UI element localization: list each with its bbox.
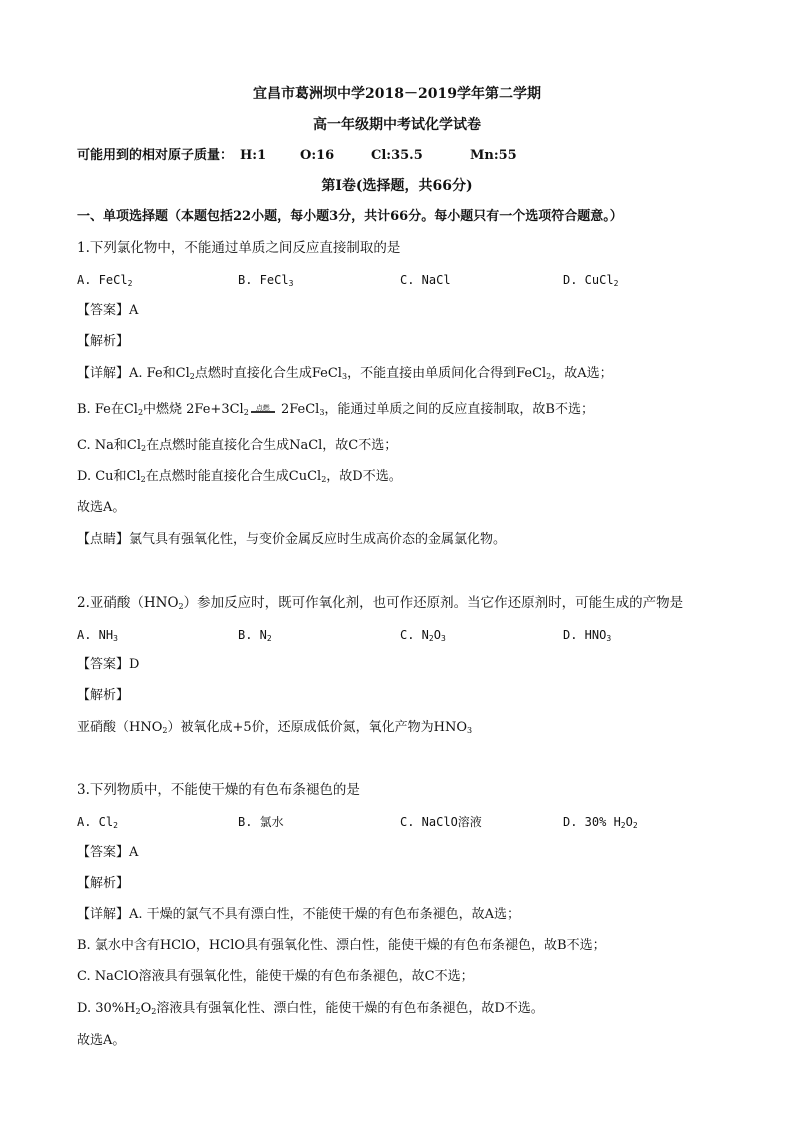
atomic-mass-mn: Mn:55: [470, 148, 517, 163]
q3-detail-c: C. NaClO溶液具有强氧化性，能使干燥的有色布条褪色，故C不选；: [77, 969, 474, 984]
atomic-mass-h: H:1: [240, 148, 267, 163]
question-3-stem: 3.下列物质中，不能使干燥的有色布条褪色的是: [77, 782, 360, 798]
q3-detail-a: 【详解】A. 干燥的氯气不具有漂白性，不能使干燥的有色布条褪色，故A选；: [77, 907, 521, 922]
atomic-mass-label: 可能用到的相对原子质量：: [77, 148, 234, 163]
q1-detail-a: 【详解】A. Fe和$Cl_2$点燃时直接化合生成FeCl$_3$，不能直接由单质间化合得到FeCl$_2$，故A选；: [77, 366, 613, 381]
q2-option-a: A. $NH_3$: [77, 628, 118, 643]
q3-detail-b: B. 氯水中含有HClO，HClO具有强氧化性、漂白性，能使干燥的有色布条褪色，故B不选；: [77, 938, 606, 953]
q1-answer: 【答案】A: [77, 303, 139, 318]
exam-subtitle: 高一年级期中考试化学试卷: [313, 117, 481, 133]
q3-analysis-label: 【解析】: [77, 876, 130, 891]
q1-option-d: D. CuCl$_2$: [563, 273, 619, 288]
atomic-mass-line: [77, 147, 233, 165]
q2-detail: 亚硝酸$(HNO_2)$被氧化成+5价，还原成低价氮，氧化产物为$HNO_3$: [77, 720, 473, 735]
q1-option-a: A. FeCl$_2$: [77, 273, 133, 288]
q2-answer: 【答案】D: [77, 657, 140, 672]
atomic-mass-o: O:16: [300, 148, 335, 163]
question-1-stem: 1.下列氯化物中，不能通过单质之间反应直接制取的是: [77, 240, 401, 256]
q1-detail-b: B. Fe在$Cl_2$中燃烧 $2Fe+3Cl_2$ 点燃 2FeCl$_3$，能通过单质之间的反应直接制取，故B不选；: [77, 402, 594, 417]
q3-option-b: B. 氯水: [238, 815, 284, 829]
q2-option-b: B. $N_2$: [238, 628, 272, 643]
section-title: 一、单项选择题（本题包括22小题，每小题3分，共计66分。每小题只有一个选项符合题意。）: [77, 209, 623, 224]
q1-conclusion: 故选A。: [77, 500, 126, 515]
q1-option-b: B. FeCl$_3$: [238, 273, 294, 288]
question-2-stem: 2.亚硝酸$(HNO_2)$参加反应时，既可作氧化剂，也可作还原剂。当它作还原剂时，可能生成的产物是: [77, 595, 684, 611]
q1-detail-c: C. Na和$Cl_2$在点燃时能直接化合生成NaCl，故C不选；: [77, 438, 398, 453]
part-title: 第Ⅰ卷(选择题，共66分): [321, 178, 473, 194]
q1-point: 【点睛】氯气具有强氧化性，与变价金属反应时生成高价态的金属氯化物。: [77, 532, 507, 547]
q1-analysis-label: 【解析】: [77, 334, 130, 349]
q2-option-d: D. $HNO_3$: [563, 628, 612, 643]
atomic-mass-cl: Cl:35.5: [371, 148, 423, 163]
q3-answer: 【答案】A: [77, 845, 139, 860]
q3-option-d: D. 30% $H_2O_2$: [563, 815, 638, 830]
q3-option-a: A. $Cl_2$: [77, 815, 118, 830]
exam-title: 宜昌市葛洲坝中学2018－2019学年第二学期: [253, 86, 541, 102]
q1-detail-d: D. Cu和$Cl_2$在点燃时能直接化合生成CuCl$_2$，故D不选。: [77, 469, 402, 484]
q1-option-c: C. NaCl: [400, 273, 451, 287]
q3-option-c: C. NaClO溶液: [400, 815, 482, 829]
q2-analysis-label: 【解析】: [77, 688, 130, 703]
q3-detail-d: D. $30\%H_2O_2$溶液具有强氧化性、漂白性，能使干燥的有色布条褪色，故D不选。: [77, 1001, 544, 1016]
q3-conclusion: 故选A。: [77, 1033, 126, 1048]
reaction-condition: 点燃: [251, 405, 275, 413]
q2-option-c: C. $N_2O_3$: [400, 628, 446, 643]
